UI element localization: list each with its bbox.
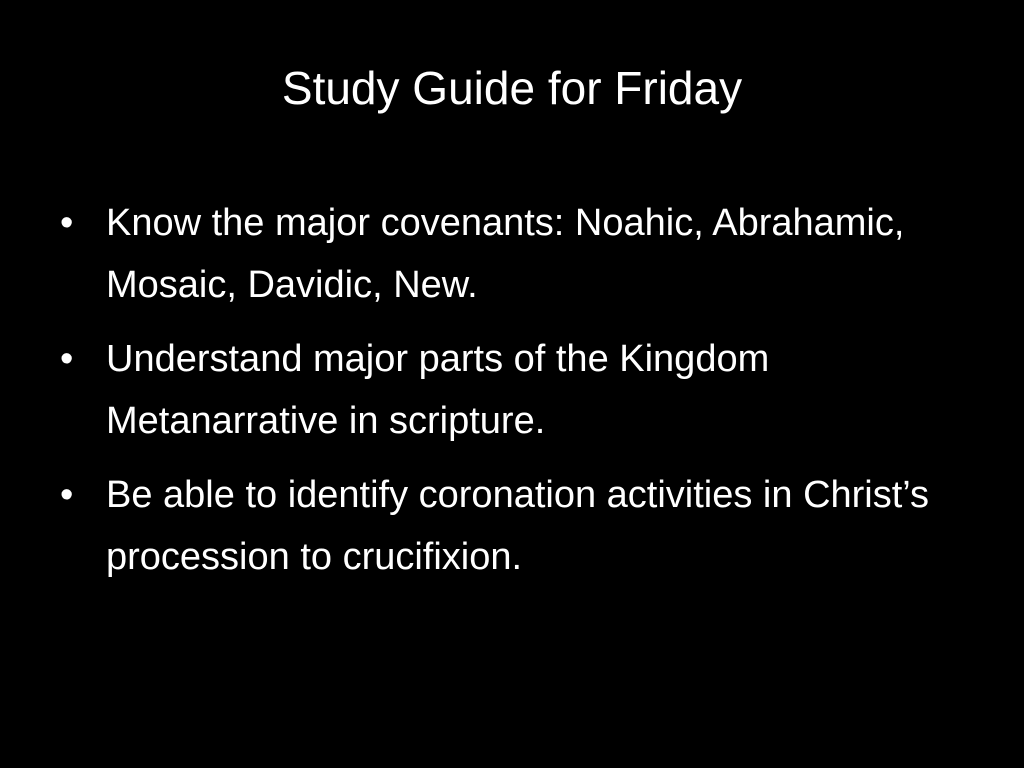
bullet-icon: • (60, 474, 74, 516)
list-item (56, 192, 976, 316)
bullet-text: Be able to identify coronation activities in Christ’s procession to crucifixion. (106, 474, 930, 578)
list-item (56, 328, 976, 452)
list-item (56, 464, 976, 588)
bullet-icon: • (60, 202, 74, 244)
bullet-list (56, 192, 976, 600)
bullet-text: Understand major parts of the Kingdom Metanarrative in scripture. (106, 338, 770, 442)
bullet-icon: • (60, 338, 74, 380)
slide-title: Study Guide for Friday (281, 62, 743, 114)
bullet-text: Know the major covenants: Noahic, Abrahamic, Mosaic, Davidic, New. (106, 202, 905, 306)
